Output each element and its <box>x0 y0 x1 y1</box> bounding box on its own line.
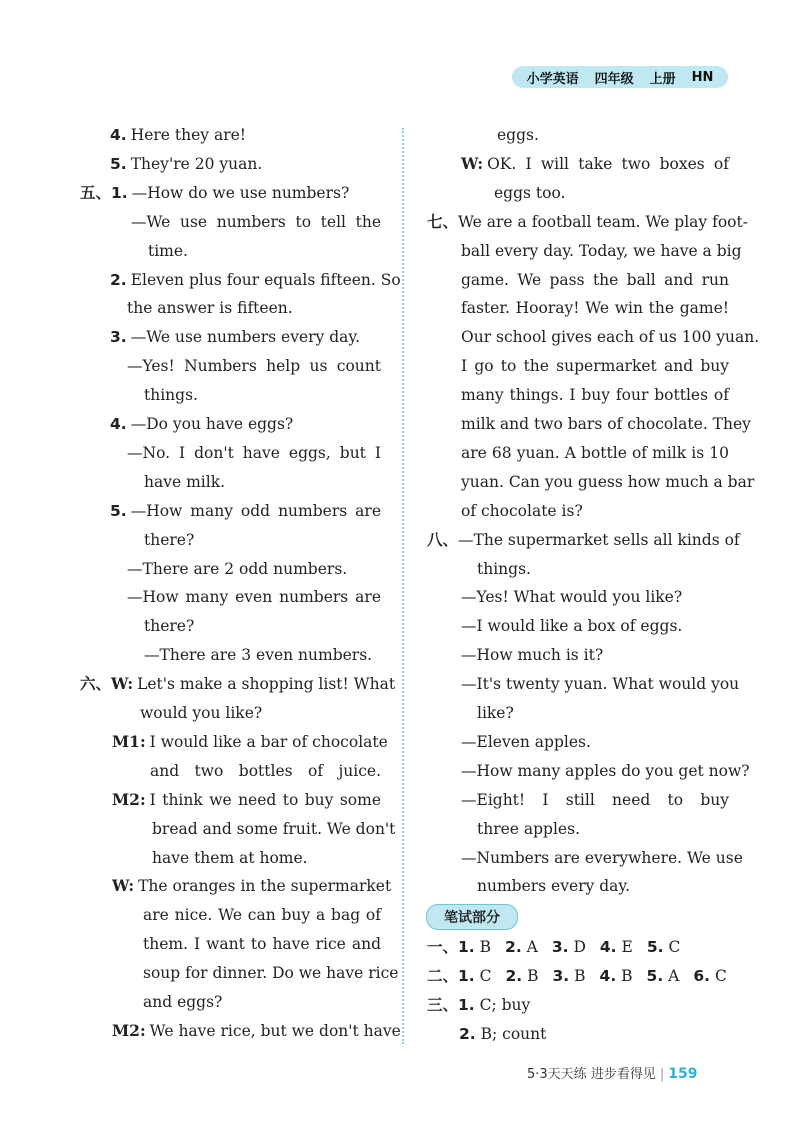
answer-value: E <box>616 938 633 956</box>
line-text: OK. I will take two boxes of <box>487 154 729 173</box>
section-marker: 一、 <box>427 938 459 956</box>
left-line <box>144 385 381 405</box>
footer-brand: 5·3天天练 <box>527 1067 587 1082</box>
line-text: —How many even numbers are <box>127 588 381 607</box>
right-line <box>461 472 755 492</box>
answer-value: A <box>521 938 538 956</box>
line-text: the answer is fifteen. <box>127 299 293 318</box>
header-edition: HN <box>691 69 714 85</box>
answer-number: 3. <box>552 967 570 985</box>
left-line <box>110 270 401 290</box>
right-line <box>461 848 743 868</box>
speaker-label: W: <box>112 876 135 896</box>
right-line <box>461 414 751 434</box>
line-text: —We use numbers to tell the <box>131 212 381 231</box>
left-line <box>144 616 381 636</box>
left-line <box>110 501 381 521</box>
left-line <box>143 934 381 954</box>
answer-number: 3. <box>551 938 569 956</box>
section-marker: 二、 <box>427 967 459 985</box>
line-text: —There are 3 even numbers. <box>144 646 373 665</box>
left-line <box>143 963 399 983</box>
line-text: We are a football team. We play foot- <box>458 212 748 231</box>
line-text: eggs. <box>497 126 539 144</box>
right-line <box>461 761 750 781</box>
line-text: there? <box>144 530 195 549</box>
line-text: I would like a bar of chocolate <box>149 732 388 751</box>
header-volume: 上册 <box>649 71 676 87</box>
answer-row <box>427 966 741 986</box>
line-text: things. <box>144 386 198 405</box>
column-divider <box>402 128 404 1044</box>
line-text: ball every day. Today, we have a big <box>461 241 742 260</box>
answer-value: B <box>522 967 539 985</box>
right-line <box>494 183 729 203</box>
answer-number: 5. <box>646 967 664 985</box>
left-line <box>131 212 381 232</box>
right-line <box>461 674 740 694</box>
section-marker: 八、 <box>427 530 459 549</box>
right-line <box>461 616 729 636</box>
line-text: many things. I buy four bottles of <box>461 386 729 405</box>
line-text: The oranges in the supermarket <box>138 877 392 896</box>
left-line <box>110 154 381 174</box>
line-text: —I would like a box of eggs. <box>461 617 683 636</box>
line-text: are 68 yuan. A bottle of milk is 10 <box>461 443 729 462</box>
left-line <box>127 587 381 607</box>
line-text: —Yes! Numbers help us count <box>127 357 381 376</box>
right-line <box>461 645 729 665</box>
answer-number: 4. <box>599 967 617 985</box>
answer-row <box>459 1024 560 1044</box>
answer-row <box>427 995 544 1015</box>
item-number: 4. <box>110 126 127 144</box>
line-text: We have rice, but we don't have <box>149 1021 401 1040</box>
line-text: Let's make a shopping list! What <box>137 675 396 694</box>
right-line <box>427 212 748 232</box>
left-line <box>127 443 381 463</box>
item-number: 1. <box>111 183 128 202</box>
written-section-badge: 笔试部分 <box>426 904 518 930</box>
right-line <box>497 125 729 145</box>
line-text: game. We pass the ball and run <box>461 270 729 289</box>
answer-value: B <box>474 938 492 956</box>
line-text: —How much is it? <box>461 646 604 665</box>
line-text: would you like? <box>140 704 263 722</box>
section-marker: 三、 <box>427 996 459 1014</box>
right-line <box>461 385 729 405</box>
line-text: —How many apples do you get now? <box>461 761 750 780</box>
line-text: have milk. <box>144 472 226 491</box>
line-text: like? <box>477 704 514 722</box>
item-number: 3. <box>110 328 127 347</box>
line-text: eggs too. <box>494 183 566 202</box>
line-text: have them at home. <box>152 848 308 867</box>
left-line <box>110 125 381 145</box>
speaker-label: M2: <box>112 1020 146 1040</box>
line-text: are nice. We can buy a bag of <box>143 906 381 925</box>
item-number: 4. <box>110 415 127 433</box>
answer-value: C <box>663 938 681 956</box>
answer-value: C; buy <box>474 996 531 1014</box>
right-line <box>461 327 760 347</box>
speaker-label: W: <box>461 153 484 173</box>
line-text: —No. I don't have eggs, but I <box>127 443 381 462</box>
line-text: —Do you have eggs? <box>130 415 294 433</box>
line-text: Our school gives each of us 100 yuan. <box>461 328 760 347</box>
right-line <box>461 443 729 463</box>
section-marker: 六、 <box>80 675 112 694</box>
line-text: —Eleven apples. <box>461 732 591 751</box>
answer-value: B; count <box>475 1025 547 1043</box>
left-line <box>140 703 381 723</box>
answer-number: 2. <box>505 967 523 985</box>
right-line <box>477 876 729 896</box>
right-line <box>461 270 729 290</box>
line-text: Here they are! <box>130 126 247 144</box>
line-text: —There are 2 odd numbers. <box>127 559 348 578</box>
section-marker: 七、 <box>427 212 459 231</box>
left-line <box>80 674 396 694</box>
right-line <box>461 501 729 521</box>
left-line <box>144 530 381 550</box>
answer-number: 1. <box>458 938 475 956</box>
answer-value: B <box>616 967 633 985</box>
answer-value: C <box>710 967 727 985</box>
answer-value: B <box>569 967 586 985</box>
right-line <box>477 819 729 839</box>
line-text: of chocolate is? <box>461 501 583 520</box>
answer-row <box>427 937 694 957</box>
answer-number: 4. <box>599 938 617 956</box>
speaker-label: M2: <box>112 789 146 809</box>
answer-value: C <box>474 967 492 985</box>
line-text: soup for dinner. Do we have rice <box>143 964 399 983</box>
left-line <box>143 905 381 925</box>
footer-slogan: 进步看得见 <box>590 1067 656 1082</box>
item-number: 2. <box>110 270 127 289</box>
answer-number: 5. <box>646 938 664 956</box>
line-text: —Numbers are everywhere. We use <box>461 848 743 867</box>
right-line <box>477 703 729 723</box>
right-line <box>461 241 742 261</box>
left-line <box>110 327 381 347</box>
line-text: bread and some fruit. We don't <box>152 819 396 838</box>
speaker-label: M1: <box>112 731 146 751</box>
line-text: milk and two bars of chocolate. They <box>461 415 751 433</box>
line-text: them. I want to have rice and <box>143 935 381 954</box>
header-grade: 四年级 <box>594 71 634 87</box>
left-line <box>148 241 381 261</box>
header-pill <box>512 66 728 88</box>
line-text: They're 20 yuan. <box>130 154 263 173</box>
right-line <box>427 530 740 550</box>
left-line <box>112 790 381 810</box>
line-text: things. <box>477 559 531 578</box>
item-number: 5. <box>110 501 127 520</box>
left-line <box>112 1020 401 1041</box>
line-text: I think we need to buy some <box>149 790 381 809</box>
answer-number: 2. <box>459 1025 476 1043</box>
right-line <box>461 356 729 376</box>
left-line <box>152 819 396 839</box>
answer-value: D <box>568 938 586 956</box>
line-text: —It's twenty yuan. What would you <box>461 675 740 694</box>
left-line <box>110 414 381 434</box>
line-text: —The supermarket sells all kinds of <box>458 530 740 549</box>
right-line <box>477 559 729 579</box>
speaker-label: W: <box>111 674 134 694</box>
left-line <box>144 472 381 492</box>
left-line <box>143 992 381 1012</box>
right-line <box>461 732 729 752</box>
section-marker: 五、 <box>80 183 112 202</box>
line-text: —Eight! I still need to buy <box>461 790 729 809</box>
line-text: —How many odd numbers are <box>130 501 381 520</box>
header-subject: 小学英语 <box>526 71 579 87</box>
line-text: yuan. Can you guess how much a bar <box>461 472 755 491</box>
footer: 5·3天天练 进步看得见 | 159 <box>527 1066 698 1082</box>
line-text: Eleven plus four equals fifteen. So <box>130 270 401 289</box>
line-text: —How do we use numbers? <box>131 183 350 202</box>
line-text: three apples. <box>477 819 580 838</box>
answer-number: 2. <box>505 938 522 956</box>
line-text: and eggs? <box>143 993 223 1011</box>
answer-number: 1. <box>458 996 475 1014</box>
right-line <box>461 790 729 810</box>
item-number: 5. <box>110 154 127 173</box>
line-text: —Yes! What would you like? <box>461 588 683 607</box>
left-line <box>150 761 381 781</box>
answer-number: 1. <box>458 967 475 985</box>
left-line <box>152 848 381 868</box>
answer-number: 6. <box>693 967 711 985</box>
line-text: faster. Hooray! We win the game! <box>461 299 729 318</box>
page-number: 159 <box>668 1066 698 1082</box>
line-text: and two bottles of juice. <box>150 761 381 780</box>
left-line <box>127 298 381 318</box>
left-line <box>112 876 392 896</box>
right-line <box>461 154 729 174</box>
line-text: there? <box>144 617 195 636</box>
left-line <box>144 645 381 665</box>
line-text: I go to the supermarket and buy <box>461 357 729 376</box>
line-text: time. <box>148 241 188 260</box>
line-text: —We use numbers every day. <box>130 328 361 347</box>
left-line <box>127 559 381 579</box>
left-line <box>112 731 388 752</box>
answer-value: A <box>663 967 680 985</box>
line-text: numbers every day. <box>477 877 631 896</box>
right-line <box>461 298 729 318</box>
left-line <box>127 356 381 376</box>
left-line <box>80 183 381 203</box>
right-line <box>461 587 729 607</box>
